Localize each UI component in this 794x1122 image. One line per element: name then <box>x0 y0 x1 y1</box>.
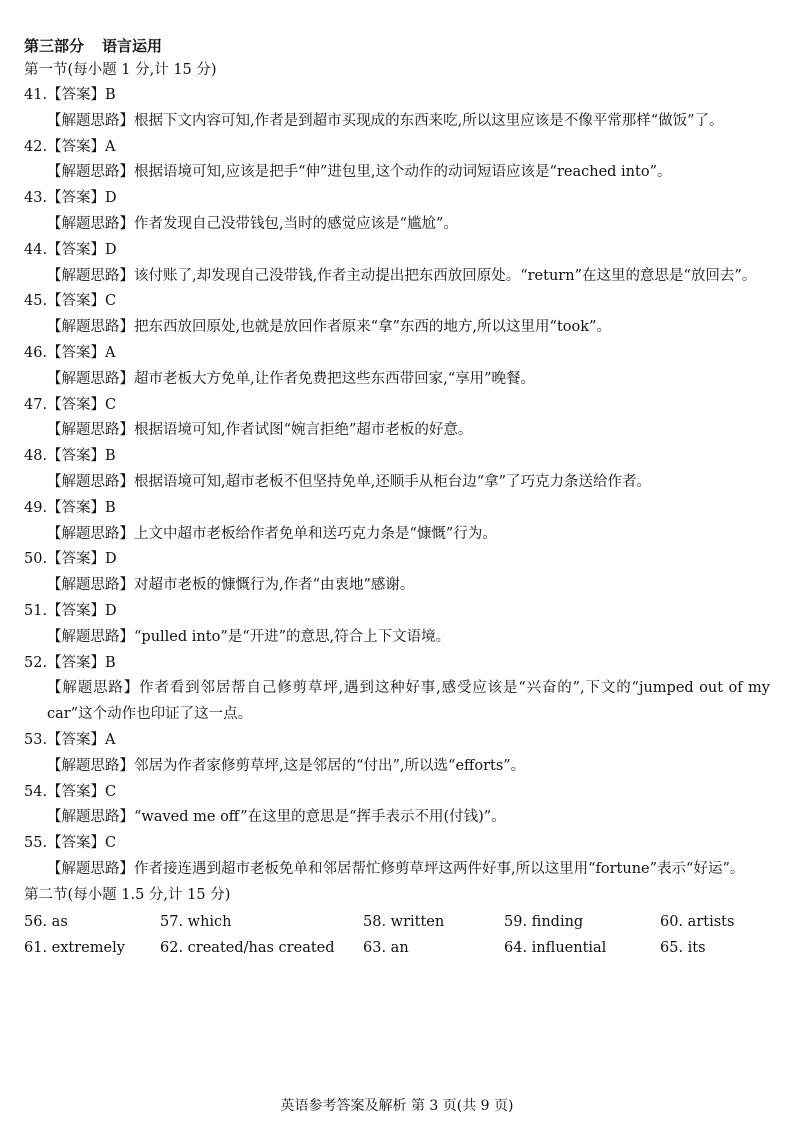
answer-explanation: 【解题思路】根据语境可知,作者试图“婉言拒绝”超市老板的好意。 <box>47 422 473 439</box>
answer-item <box>24 780 770 832</box>
answer-explanation: 【解题思路】“pulled into”是“开进”的意思,符合上下文语境。 <box>47 628 451 645</box>
section1-title: 第一节(每小题 1 分,计 15 分) <box>24 62 217 78</box>
answer-item <box>24 547 770 599</box>
answer-explanation: 【解题思路】根据下文内容可知,作者是到超市买现成的东西来吃,所以这里应该是不像平常那样“做饭”了。 <box>47 112 724 129</box>
answer-item <box>24 728 770 780</box>
answer-explanation: 【解题思路】作者看到邻居帮自己修剪草坪,遇到这种好事,感受应该是“兴奋的”,下文的“jumped out of my car”这个动作也印证了这一点。 <box>47 680 770 723</box>
answer-explanation: 【解题思路】根据语境可知,超市老板不但坚持免单,还顺手从柜台边“拿”了巧克力条送给作者。 <box>47 473 652 490</box>
section2-answer: 58. written <box>363 913 445 930</box>
answer-item <box>24 393 770 445</box>
answer-item <box>24 444 770 496</box>
answer-item <box>24 831 770 883</box>
answer-key: 50.【答案】D <box>24 551 117 568</box>
answer-item <box>24 599 770 651</box>
section2-answer: 62. created/has created <box>160 939 335 956</box>
answer-explanation: 【解题思路】根据语境可知,应该是把手“伸”进包里,这个动作的动词短语应该是“reached into”。 <box>47 164 672 181</box>
part-number: 第三部分 <box>24 37 85 55</box>
answer-key: 53.【答案】A <box>24 731 116 748</box>
answer-key: 42.【答案】A <box>24 138 116 155</box>
part-title <box>24 34 770 58</box>
answer-key: 46.【答案】A <box>24 344 116 361</box>
section2-answer-grid <box>24 909 770 961</box>
section2-answer: 59. finding <box>504 913 584 930</box>
answer-key: 45.【答案】C <box>24 293 117 310</box>
answer-explanation: 【解题思路】把东西放回原处,也就是放回作者原来“拿”东西的地方,所以这里用“took”。 <box>47 319 611 336</box>
answer-item <box>24 651 770 728</box>
answer-item <box>24 135 770 187</box>
answer-explanation: 【解题思路】作者发现自己没带钱包,当时的感觉应该是“尴尬”。 <box>47 215 458 232</box>
answer-key: 43.【答案】D <box>24 190 117 207</box>
answer-item <box>24 289 770 341</box>
answer-key: 51.【答案】D <box>24 602 117 619</box>
answer-item <box>24 341 770 393</box>
section2-answer: 56. as <box>24 913 68 930</box>
section2-answer: 63. an <box>363 939 409 956</box>
section2-title: 第二节(每小题 1.5 分,计 15 分) <box>24 886 231 903</box>
answer-explanation: 【解题思路】作者接连遇到超市老板免单和邻居帮忙修剪草坪这两件好事,所以这里用“fortune”表示“好运”。 <box>47 860 745 877</box>
section2-answer: 60. artists <box>660 913 735 930</box>
answer-item <box>24 186 770 238</box>
section2-answer: 61. extremely <box>24 939 125 956</box>
answer-list <box>24 83 770 883</box>
part-name: 语言运用 <box>102 37 163 55</box>
answer-item <box>24 83 770 135</box>
answer-item <box>24 496 770 548</box>
answer-key: 55.【答案】C <box>24 835 117 852</box>
answer-key: 41.【答案】B <box>24 87 116 103</box>
page-footer: 英语参考答案及解析 第 3 页(共 9 页) <box>280 1098 514 1114</box>
answer-key: 52.【答案】B <box>24 654 116 671</box>
answer-explanation: 【解题思路】“waved me off”在这里的意思是“挥手表示不用(付钱)”。 <box>47 809 506 826</box>
answer-explanation: 【解题思路】对超市老板的慷慨行为,作者“由衷地”感谢。 <box>47 577 415 594</box>
answer-key: 47.【答案】C <box>24 396 117 413</box>
section2-answer: 64. influential <box>504 939 607 956</box>
section2-answer: 57. which <box>160 913 232 930</box>
answer-explanation: 【解题思路】该付账了,却发现自己没带钱,作者主动提出把东西放回原处。“return”在这里的意思是“放回去”。 <box>47 267 757 284</box>
answer-item <box>24 238 770 290</box>
answer-key: 49.【答案】B <box>24 499 116 516</box>
answer-key: 48.【答案】B <box>24 448 116 465</box>
answer-explanation: 【解题思路】超市老板大方免单,让作者免费把这些东西带回家,“享用”晚餐。 <box>47 370 536 387</box>
answer-key: 54.【答案】C <box>24 783 117 800</box>
section2-answer: 65. its <box>660 939 706 956</box>
answer-explanation: 【解题思路】上文中超市老板给作者免单和送巧克力条是“慷慨”行为。 <box>47 525 497 542</box>
answer-key: 44.【答案】D <box>24 241 117 258</box>
answer-explanation: 【解题思路】邻居为作者家修剪草坪,这是邻居的“付出”,所以选“efforts”。 <box>47 757 526 774</box>
